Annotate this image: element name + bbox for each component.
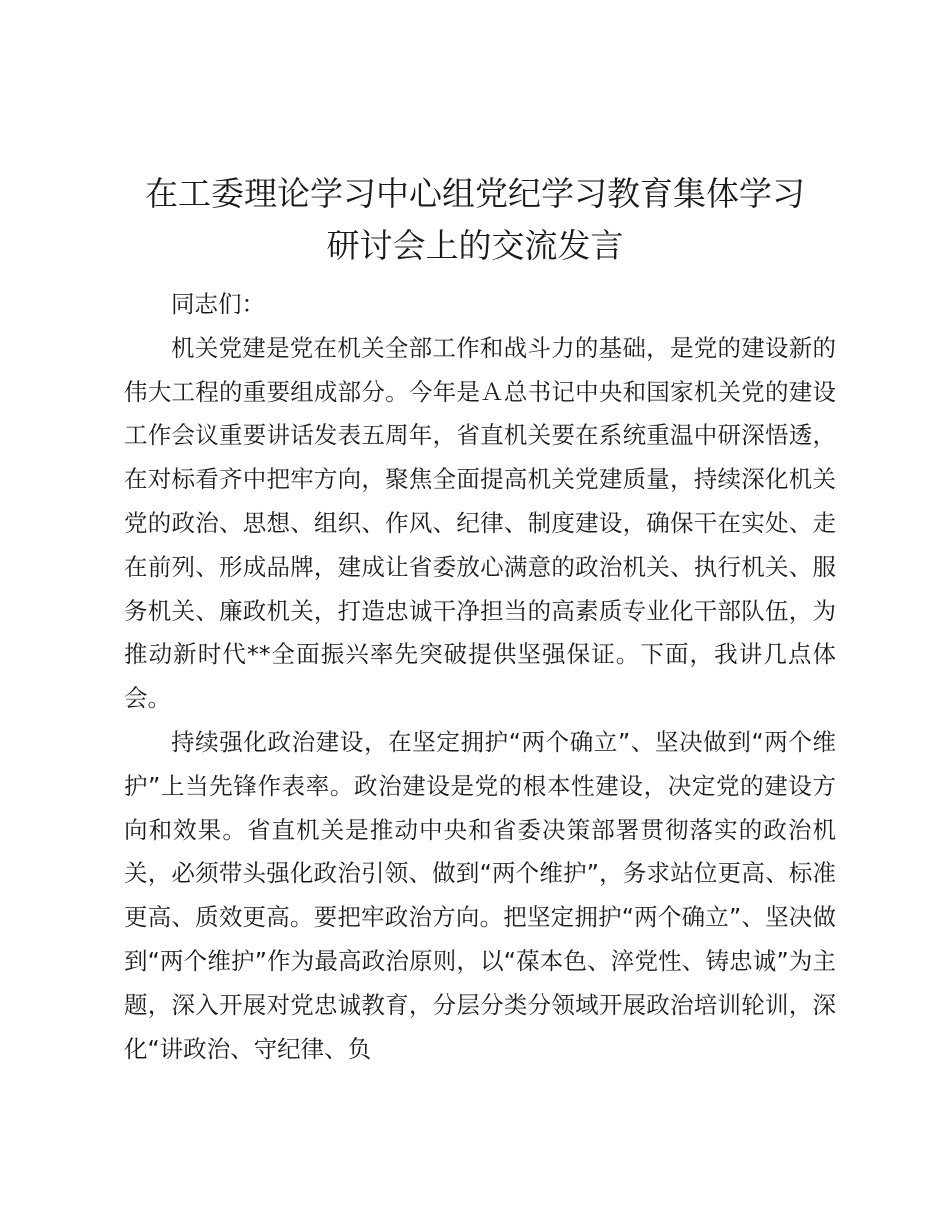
paragraph-1: 机关党建是党在机关全部工作和战斗力的基础，是党的建设新的伟大工程的重要组成部分。今年是Ａ总书记中央和国家机关党的建设工作会议重要讲话发表五周年，省直机关要在系统重温中研深悟透，在对标看齐中把牢方向，聚焦全面提高机关党建质量，持续深化机关党的政治、思想、组织、作风、纪律、制度建设，确保干在实处、走在前列、形成品牌，建成让省委放心满意的政治机关、执行机关、服务机关、廉政机关，打造忠诚干净担当的高素质专业化干部队伍，为推动新时代**全面振兴率先突破提供坚强保证。下面，我讲几点体会。 xyxy=(124,333,836,713)
salutation: 同志们： xyxy=(171,290,265,318)
title-line-1: 在工委理论学习中心组党纪学习教育集体学习 xyxy=(145,174,805,213)
title-line-2: 研讨会上的交流发言 xyxy=(326,226,624,265)
document-title xyxy=(110,168,840,272)
paragraph-2: 持续强化政治建设，在坚定拥护“两个确立”、坚决做到“两个维护”上当先锋作表率。政治建设是党的根本性建设，决定党的建设方向和效果。省直机关是推动中央和省委决策部署贯彻落实的政治机关，必须带头强化政治引领、做到“两个维护”，务求站位更高、标准更高、质效更高。要把牢政治方向。把坚定拥护“两个确立”、坚决做到“两个维护”作为最高政治原则，以“葆本色、淬党性、铸忠诚”为主题，深入开展对党忠诚教育，分层分类分领域开展政治培训轮训，深化“讲政治、守纪律、负 xyxy=(124,727,836,1063)
document-body xyxy=(124,283,836,1071)
